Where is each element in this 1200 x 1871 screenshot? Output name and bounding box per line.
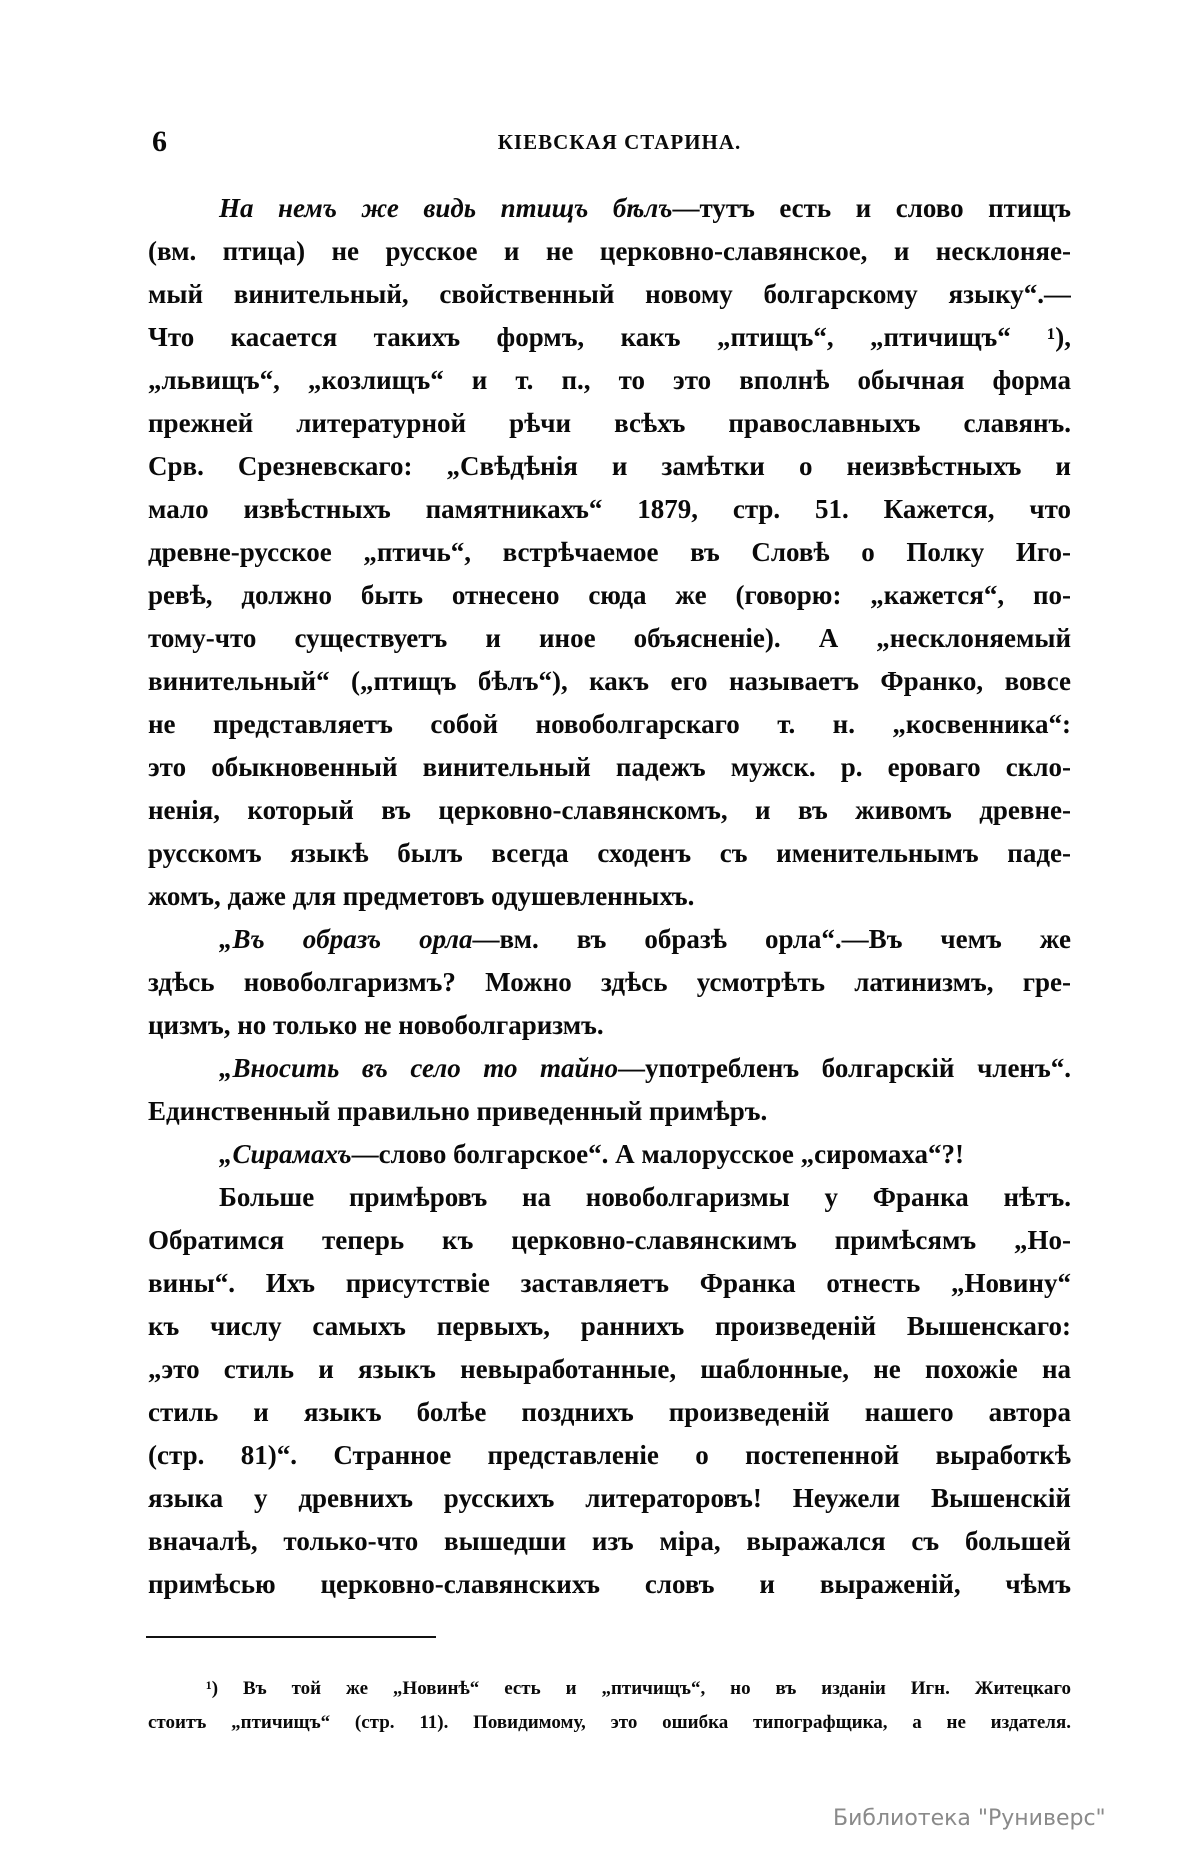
text-line [148, 746, 1071, 789]
text-line [148, 1090, 1071, 1133]
text-line [148, 660, 1071, 703]
text-line [148, 1348, 1071, 1391]
line-text: стиль и языкъ болѣе позднихъ произведеній нашего автора [148, 1397, 1071, 1427]
line-text: къ числу самыхъ первыхъ, раннихъ произведеній Вышенскаго: [148, 1311, 1071, 1341]
line-text: —слово болгарское“. А малорусское „сиромаха“?! [351, 1139, 965, 1169]
line-text: —вм. въ образѣ орла“.—Въ чемъ же [472, 924, 1071, 954]
line-text: древне-русское „птичь“, встрѣчаемое въ Словѣ о Полку Иго- [148, 537, 1071, 567]
line-text: —тутъ есть и слово птищъ [672, 193, 1071, 223]
text-line [148, 1434, 1071, 1477]
line-text: мало извѣстныхъ памятникахъ“ 1879, стр. 51. Кажется, что [148, 494, 1071, 524]
text-line [148, 1563, 1071, 1606]
text-line [148, 1520, 1071, 1563]
text-line [148, 1391, 1071, 1434]
text-line [148, 703, 1071, 746]
line-text: „львищъ“, „козлищъ“ и т. п., то это вполнѣ обычная форма [148, 365, 1071, 395]
line-text: тому-что существуетъ и иное объясненіе). А „несклоняемый [148, 623, 1071, 653]
line-text: —употребленъ болгарскій членъ“. [618, 1053, 1071, 1083]
line-text: вины“. Ихъ присутствіе заставляетъ Франка отнесть „Новину“ [148, 1268, 1071, 1298]
line-text: вначалѣ, только-что вышедши изъ міра, выражался съ большей [148, 1526, 1071, 1556]
line-text: ненія, который въ церковно-славянскомъ, и въ живомъ древне- [148, 795, 1071, 825]
running-header [148, 126, 1071, 158]
text-line [148, 1219, 1071, 1262]
library-watermark: Библиотека "Руниверс" [833, 1806, 1106, 1831]
body-text [148, 187, 1071, 1606]
italic-quote: „Вносить въ село то тайно [219, 1053, 619, 1083]
italic-quote: „Въ образъ орла [219, 924, 473, 954]
text-line [148, 1133, 1071, 1176]
paragraph [148, 1047, 1071, 1133]
footnote-line: ¹) Въ той же „Новинѣ“ есть и „птичищъ“, но въ изданіи Игн. Житецкаго [206, 1678, 1071, 1699]
text-line [148, 1262, 1071, 1305]
text-line [148, 273, 1071, 316]
line-text: „это стиль и языкъ невыработанные, шаблонные, не похожіе на [148, 1354, 1071, 1384]
text-line [148, 402, 1071, 445]
line-text: Единственный правильно приведенный примѣръ. [148, 1096, 768, 1126]
page-number: 6 [152, 125, 167, 158]
line-text: прежней литературной рѣчи всѣхъ православныхъ славянъ. [148, 408, 1071, 438]
text-line [148, 230, 1071, 273]
text-line [148, 1305, 1071, 1348]
footnote-line: стоитъ „птичищъ“ (стр. 11). Повидимому, это ошибка типографщика, а не издателя. [148, 1712, 1071, 1733]
italic-quote: „Сирамахъ [219, 1139, 352, 1169]
line-text: это обыкновенный винительный падежъ мужск. р. ероваго скло- [148, 752, 1071, 782]
line-text: не представляетъ собой новоболгарскаго т. н. „косвенника“: [148, 709, 1071, 739]
text-line [148, 359, 1071, 402]
footnote-divider [146, 1636, 436, 1638]
italic-quote: На немъ же видь птищъ бѣлъ [219, 193, 673, 223]
running-title: КІЕВСКАЯ СТАРИНА. [497, 130, 742, 154]
text-line [148, 531, 1071, 574]
text-line [148, 961, 1071, 1004]
line-text: мый винительный, свойственный новому болгарскому языку“.— [148, 279, 1071, 309]
line-text: жомъ, даже для предметовъ одушевленныхъ. [148, 881, 695, 911]
line-text: (вм. птица) не русское и не церковно-славянское, и несклоняе- [148, 236, 1071, 266]
text-line [148, 1477, 1071, 1520]
paragraph [148, 1133, 1071, 1176]
line-text: винительный“ („птищъ бѣлъ“), какъ его называетъ Франко, вовсе [148, 666, 1071, 696]
text-line [148, 488, 1071, 531]
text-line [148, 187, 1071, 230]
line-text: Обратимся теперь къ церковно-славянскимъ примѣсямъ „Но- [148, 1225, 1071, 1255]
text-line [148, 1047, 1071, 1090]
text-line [148, 1176, 1071, 1219]
line-text: Срв. Срезневскаго: „Свѣдѣнія и замѣтки о неизвѣстныхъ и [148, 451, 1071, 481]
text-line [148, 617, 1071, 660]
text-line [148, 789, 1071, 832]
text-line [148, 1004, 1071, 1047]
line-text: здѣсь новоболгаризмъ? Можно здѣсь усмотрѣть латинизмъ, гре- [148, 967, 1071, 997]
line-text: примѣсью церковно-славянскихъ словъ и выраженій, чѣмъ [148, 1569, 1071, 1599]
paragraph [148, 1176, 1071, 1606]
line-text: Больше примѣровъ на новоболгаризмы у Франка нѣтъ. [219, 1182, 1071, 1212]
footnotes [148, 1672, 1071, 1740]
line-text: русскомъ языкѣ былъ всегда сходенъ съ именительнымъ паде- [148, 838, 1071, 868]
line-text: ревѣ, должно быть отнесено сюда же (говорю: „кажется“, по- [148, 580, 1071, 610]
line-text: языка у древнихъ русскихъ литераторовъ! Неужели Вышенскій [148, 1483, 1071, 1513]
line-text: (стр. 81)“. Странное представленіе о постепенной выработкѣ [148, 1440, 1071, 1470]
text-line [148, 832, 1071, 875]
text-line [148, 316, 1071, 359]
text-line [148, 918, 1071, 961]
line-text: Что касается такихъ формъ, какъ „птищъ“, „птичищъ“ ¹), [148, 322, 1071, 352]
paragraph [148, 918, 1071, 1047]
line-text: цизмъ, но только не новоболгаризмъ. [148, 1010, 604, 1040]
text-line [148, 574, 1071, 617]
text-line [148, 445, 1071, 488]
paragraph [148, 187, 1071, 918]
text-line [148, 875, 1071, 918]
